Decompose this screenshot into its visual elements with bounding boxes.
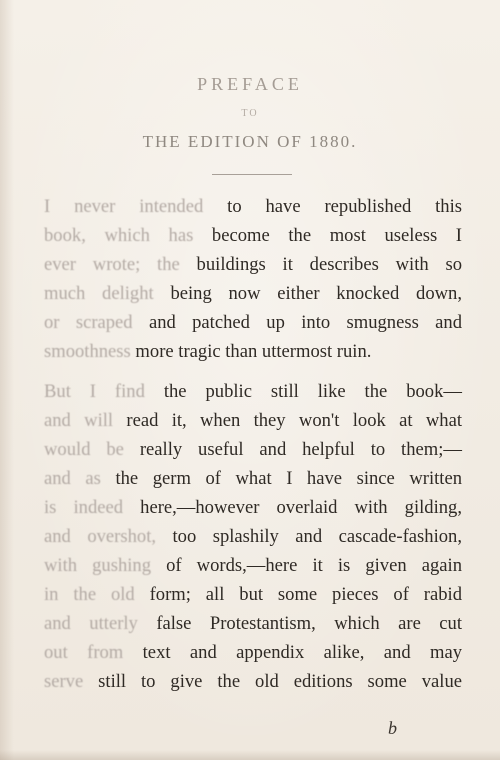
faded-text: and as bbox=[44, 468, 101, 489]
line-text: still to give the old editions some value bbox=[83, 671, 462, 692]
faded-text: would be bbox=[44, 439, 124, 460]
line-text: too splashily and cascade-fashion, bbox=[156, 526, 463, 547]
line-text: being now either knocked down, bbox=[153, 283, 463, 304]
text-line bbox=[44, 279, 462, 308]
edition-heading: THE EDITION OF 1880. bbox=[142, 132, 358, 151]
faded-text: and will bbox=[44, 410, 114, 431]
faded-text: much delight bbox=[44, 283, 154, 304]
line-text: and patched up into smugness and bbox=[132, 312, 462, 333]
text-line bbox=[44, 250, 462, 279]
preface-title: PREFACE bbox=[197, 74, 303, 94]
line-text: here,—however overlaid with gilding, bbox=[123, 497, 462, 518]
text-line bbox=[44, 551, 462, 580]
text-line bbox=[44, 667, 462, 696]
line-text: really useful and helpful to them;— bbox=[123, 439, 462, 460]
faded-text: or scraped bbox=[44, 312, 133, 333]
line-text: read it, when they won't look at what bbox=[113, 410, 463, 431]
heading-rule bbox=[212, 174, 292, 175]
faded-text: smoothness bbox=[44, 341, 131, 362]
text-line bbox=[44, 580, 462, 609]
faded-text: book, which has bbox=[44, 225, 194, 246]
line-text: the germ of what I have since written bbox=[100, 468, 463, 489]
faded-text: in the old bbox=[44, 584, 135, 605]
faded-text: I never intended bbox=[44, 196, 204, 217]
text-line bbox=[44, 609, 462, 638]
text-line bbox=[44, 377, 462, 406]
text-line bbox=[44, 308, 462, 337]
text-line bbox=[44, 638, 462, 667]
line-text: text and appendix alike, and may bbox=[123, 642, 462, 663]
signature-mark: b bbox=[388, 718, 397, 738]
preface-body bbox=[44, 192, 462, 696]
text-line bbox=[44, 464, 462, 493]
line-text: false Protestantism, which are cut bbox=[137, 613, 463, 634]
preface-to: TO bbox=[241, 108, 259, 119]
text-line bbox=[44, 435, 462, 464]
faded-text: ever wrote; the bbox=[44, 254, 180, 275]
faded-text: and utterly bbox=[44, 613, 138, 634]
faded-text: But I find bbox=[44, 381, 145, 402]
paragraph-1 bbox=[44, 192, 462, 366]
line-text: become the most useless I bbox=[193, 225, 462, 246]
line-text: more tragic than uttermost ruin. bbox=[130, 341, 372, 362]
line-text: of words,—here it is given again bbox=[151, 555, 463, 576]
text-line bbox=[44, 493, 462, 522]
text-line bbox=[44, 522, 462, 551]
text-line bbox=[44, 192, 462, 221]
text-line bbox=[44, 221, 462, 250]
line-text: to have republished this bbox=[203, 196, 462, 217]
text-line bbox=[44, 406, 462, 435]
faded-text: and overshot, bbox=[44, 526, 157, 547]
line-text: the public still like the book— bbox=[144, 381, 462, 402]
faded-text: is indeed bbox=[44, 497, 124, 518]
page-bottom-edge bbox=[0, 750, 500, 760]
text-line bbox=[44, 337, 462, 366]
faded-text: out from bbox=[44, 642, 124, 663]
faded-text: with gushing bbox=[44, 555, 152, 576]
line-text: buildings it describes with so bbox=[179, 254, 462, 275]
faded-text: serve bbox=[44, 671, 84, 692]
line-text: form; all but some pieces of rabid bbox=[134, 584, 462, 605]
paragraph-2 bbox=[44, 377, 462, 696]
